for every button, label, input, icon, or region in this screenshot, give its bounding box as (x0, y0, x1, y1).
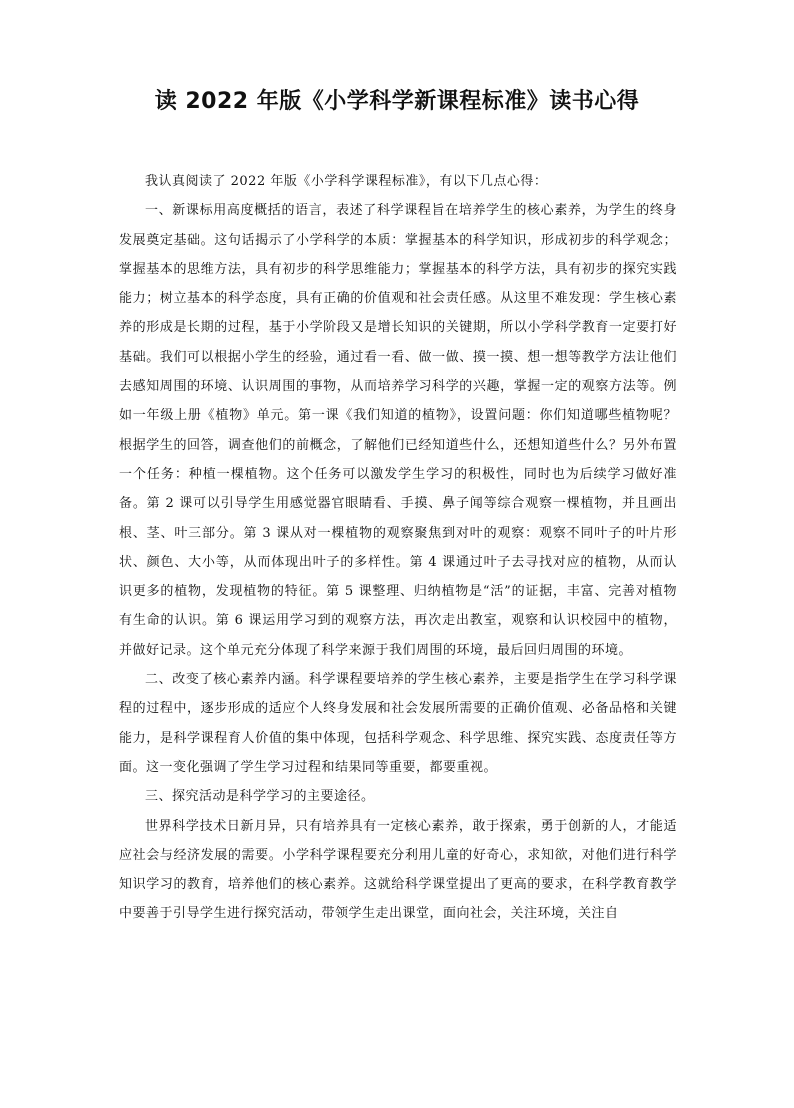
paragraph-point-one: 一、新课标用高度概括的语言，表述了科学课程旨在培养学生的核心素养，为学生的终身发展奠定基础。这句话揭示了小学科学的本质：掌握基本的科学知识，形成初步的科学观念；掌握基本的思维方法，具有初步的科学思维能力；掌握基本的科学方法，具有初步的探究实践能力；树立基本的科学态度，具有正确的价值观和社会责任感。从这里不难发现：学生核心素养的形成是长期的过程，基于小学阶段又是增长知识的关键期，所以小学科学教育一定要打好基础。我们可以根据小学生的经验，通过看一看、做一做、摸一摸、想一想等教学方法让他们去感知周围的环境、认识周围的事物，从而培养学习科学的兴趣，掌握一定的观察方法等。例如一年级上册《植物》单元。第一课《我们知道的植物》，设置问题：你们知道哪些植物呢？根据学生的回答，调查他们的前概念，了解他们已经知道些什么，还想知道些什么？另外布置一个任务：种植一棵植物。这个任务可以激发学生学习的积极性，同时也为后续学习做好准备。第 2 课可以引导学生用感觉器官眼睛看、手摸、鼻子闻等综合观察一棵植物，并且画出根、茎、叶三部分。第 3 课从对一棵植物的观察聚焦到对叶的观察：观察不同叶子的叶片形状、颜色、大小等，从而体现出叶子的多样性。第 4 课通过叶子去寻找对应的植物，从而认识更多的植物，发现植物的特征。第 5 课整理、归纳植物是“活”的证据，丰富、完善对植物有生命的认识。第 6 课运用学习到的观察方法，再次走出教室，观察和认识校园中的植物，并做好记录。这个单元充分体现了科学来源于我们周围的环境，最后回归周围的环境。 (119, 203, 677, 658)
paragraph-point-three-heading: 三、探究活动是科学学习的主要途径。 (145, 789, 375, 805)
paragraph-point-three-body: 世界科学技术日新月异，只有培养具有一定核心素养，敢于探索，勇于创新的人，才能适应社会与经济发展的需要。小学科学课程要充分利用儿童的好奇心，求知欲，对他们进行科学知识学习的教育，培养他们的核心素养。这就给科学课堂提出了更高的要求，在科学教育教学中要善于引导学生进行探究活动，带领学生走出课堂，面向社会，关注环境，关注自 (119, 818, 677, 922)
document-title: 读 2022 年版《小学科学新课程标准》读书心得 (154, 89, 640, 114)
paragraph-intro: 我认真阅读了 2022 年版《小学科学课程标准》，有以下几点心得： (145, 174, 548, 189)
document-body (119, 167, 677, 929)
paragraph-point-two: 二、改变了核心素养内涵。科学课程要培养的学生核心素养，主要是指学生在学习科学课程的过程中，逐步形成的适应个人终身发展和社会发展所需要的正确价值观、必备品格和关键能力，是科学课程育人价值的集中体现，包括科学观念、科学思维、探究实践、态度责任等方面。这一变化强调了学生学习过程和结果同等重要，都要重视。 (119, 672, 677, 775)
